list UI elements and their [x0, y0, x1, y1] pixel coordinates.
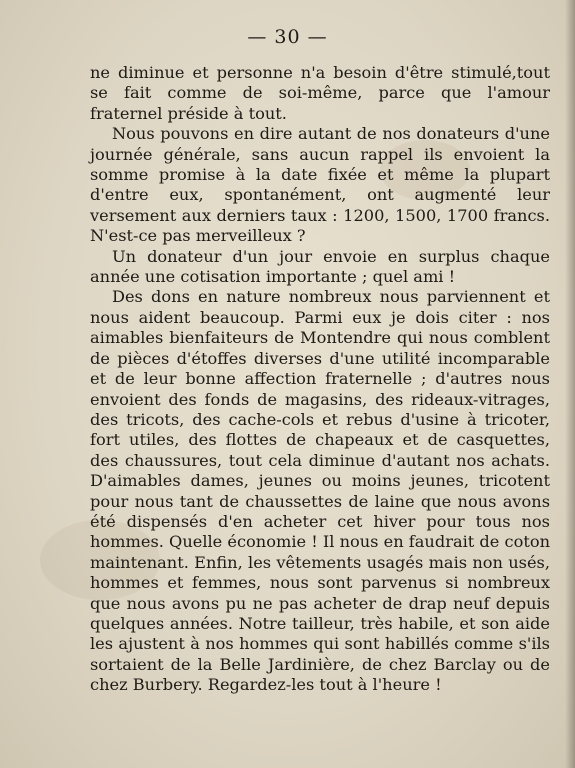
paragraph: ne diminue et personne n'a besoin d'être stimulé,tout se fait comme de soi-même, parce que l'amour fraternel préside à tout. — [90, 63, 550, 123]
page-edge-shadow — [565, 0, 575, 768]
body-text — [90, 63, 550, 696]
paragraph: Des dons en nature nombreux nous parviennent et nous aident beaucoup. Parmi eux je dois citer : nos aimables bienfaiteurs de Montendre qui nous comblent de pièces d'étoffes diverses d'une utilité incomparable et de leur bonne affection fraternelle ; d'autres nous envoient des fonds de magasins, des rideaux-vitrages, des tricots, des cache-cols et rebus d'usine à tricoter, fort utiles, des flottes de chapeaux et de casquettes, des chaussures, tout cela diminue d'autant nos achats. D'aimables dames, jeunes ou moins jeunes, tricotent pour nous tant de chaussettes de laine que nous avons été dispensés d'en acheter cet hiver pour tous nos hommes. Quelle économie ! Il nous en faudrait de coton maintenant. Enfin, les vêtements usagés mais non usés, hommes et femmes, nous sont parvenus si nombreux que nous avons pu ne pas acheter de drap neuf depuis quelques années. Notre tailleur, très habile, et son aide les ajustent à nos hommes qui sont habillés comme s'ils sortaient de la Belle Jardinière, de chez Barclay ou de chez Burbery. Regardez-les tout à l'heure ! — [90, 287, 551, 695]
paragraph: Un donateur d'un jour envoie en surplus chaque année une cotisation importante ; quel ami ! — [90, 246, 550, 287]
page-number: — 30 — — [247, 26, 328, 48]
paragraph: Nous pouvons en dire autant de nos donateurs d'une journée générale, sans aucun rappel ils envoient la somme promise à la date fixée et même la plupart d'entre eux, spontanément, ont augmenté leur versement aux derniers taux : 1200, 1500, 1700 francs. N'est-ce pas merveilleux ? — [90, 124, 550, 246]
